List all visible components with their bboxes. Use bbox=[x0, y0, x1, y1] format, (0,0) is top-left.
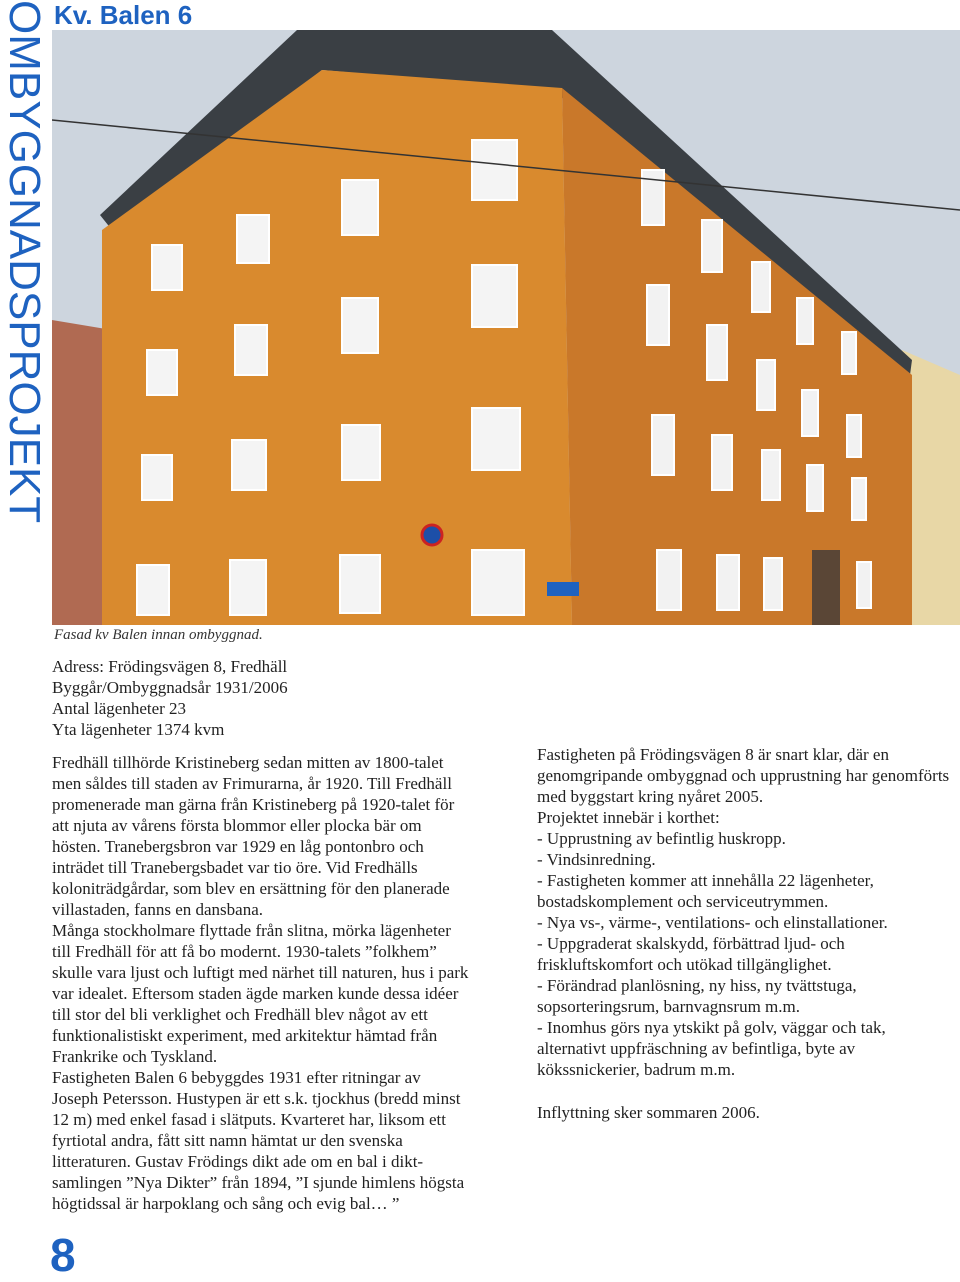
building-illustration bbox=[52, 30, 960, 625]
project-item: - Inomhus görs nya ytskikt på golv, väggar och tak, alternativt uppfräschning av befintliga, byte av kökssnickerier, badrum m.m. bbox=[537, 1018, 886, 1079]
sidebar-title bbox=[0, 0, 48, 610]
parking-sign bbox=[422, 525, 442, 545]
project-item: - Nya vs-, värme-, ventilations- och elinstallationer. bbox=[537, 913, 888, 932]
sidebar-title-text: OMBYGGNADSPROJEKT bbox=[0, 0, 49, 524]
right-column bbox=[537, 660, 957, 1123]
fact-year: Byggår/Ombyggnadsår 1931/2006 bbox=[52, 678, 288, 697]
street-sign bbox=[547, 582, 579, 596]
entrance-door bbox=[812, 550, 840, 625]
project-list-heading: Projektet innebär i korthet: bbox=[537, 808, 720, 827]
history-paragraph-2: Många stockholmare flyttade från slitna, mörka lägenheter till Fredhäll för att få bo modernt. 1930-talets ”folkhem” skulle vara ljust och luftigt med närhet till naturen, hus i park var idealet. Eftersom staden ägde marken kunde dessa idéer till stor del bli verklighet och Fredhäll blev något av ett funktionalistiskt experiment, med arkitektur hämtad från Frankrike och Tyskland. bbox=[52, 921, 469, 1066]
project-item: - Förändrad planlösning, ny hiss, ny tvättstuga, sopsorteringsrum, barnvagnsrum m.m. bbox=[537, 976, 857, 1016]
fact-area: Yta lägenheter 1374 kvm bbox=[52, 720, 225, 739]
building-photo bbox=[52, 30, 960, 625]
project-intro: Fastigheten på Frödingsvägen 8 är snart klar, där en genomgripande ombyggnad och upprustning har genomförts med byggstart kring nyåret 2005. bbox=[537, 745, 950, 806]
photo-caption: Fasad kv Balen innan ombyggnad. bbox=[54, 627, 263, 643]
moving-in-note: Inflyttning sker sommaren 2006. bbox=[537, 1103, 760, 1122]
page-number: 8 bbox=[50, 1229, 76, 1281]
left-column bbox=[52, 656, 470, 1214]
fact-address: Adress: Frödingsvägen 8, Fredhäll bbox=[52, 657, 288, 676]
project-item: - Fastigheten kommer att innehålla 22 lägenheter, bostadskomplement och serviceutrymmen. bbox=[537, 871, 874, 911]
project-item: - Upprustning av befintlig huskropp. bbox=[537, 829, 786, 848]
history-paragraph-1: Fredhäll tillhörde Kristineberg sedan mitten av 1800-talet men såldes till staden av Frimurarna, år 1920. Till Fredhäll promenerade man gärna från Kristineberg på 1920-talet för att njuta av vårens första blommor eller plocka bär om hösten. Tranebergsbron var 1929 en låg pontonbro och inträdet till Tranebergsbadet var tio öre. Vid Fredhälls koloniträdgårdar, som blev en ersättning för den planerade villastaden, fanns en dansbana. bbox=[52, 753, 455, 919]
project-item: - Vindsinredning. bbox=[537, 850, 656, 869]
history-paragraph-3: Fastigheten Balen 6 bebyggdes 1931 efter ritningar av Joseph Petersson. Hustypen är ett s.k. tjockhus (bredd minst 12 m) med enkel fasad i slätputs. Kvarteret har, liksom ett fyrtiotal andra, fått sitt namn hämtat ur den svenska litteraturen. Gustav Frödings dikt ade om en bal i dikt-samlingen ”Nya Dikter” från 1894, ”I sjunde himlens högsta högtidssal är harpoklang och sång och evig bal… ” bbox=[52, 1068, 465, 1213]
fact-apartments: Antal lägenheter 23 bbox=[52, 699, 187, 718]
page-heading: Kv. Balen 6 bbox=[54, 0, 193, 30]
project-item: - Uppgraderat skalskydd, förbättrad ljud- och friskluftskomfort och utökad tillgänglighet. bbox=[537, 934, 845, 974]
